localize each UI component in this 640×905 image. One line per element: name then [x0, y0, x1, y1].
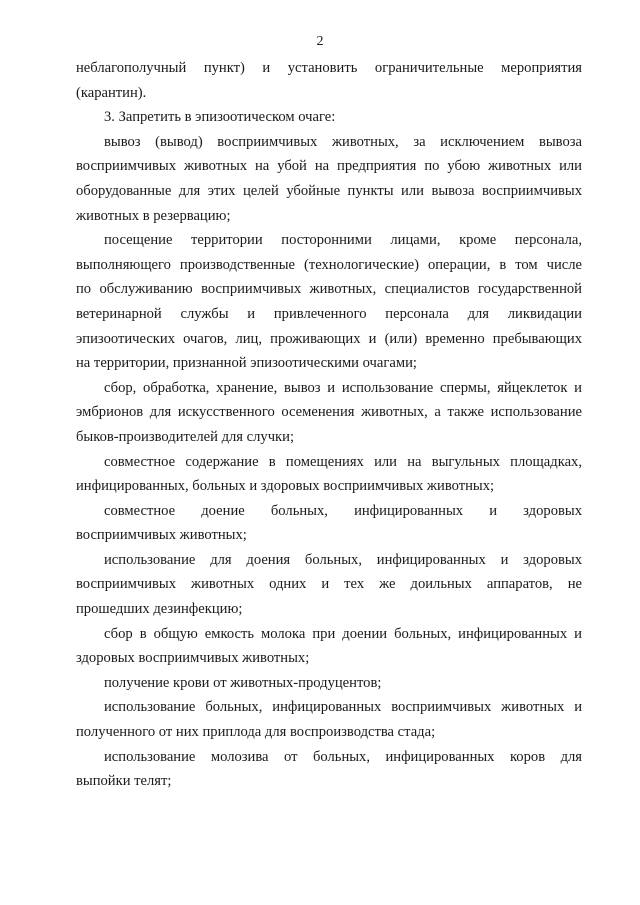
text-line: использование больных, инфицированных восприимчивых животных и [104, 699, 582, 716]
text-line: инфицированных, больных и здоровых восприимчивых животных; [76, 478, 495, 495]
text-line: эмбрионов для искусственного осеменения животных, а также использование [76, 404, 582, 421]
text-line: восприимчивых животных на убой на предприятия по убою животных или [76, 158, 582, 175]
text-line: 3. Запретить в эпизоотическом очаге: [104, 109, 336, 126]
text-line: восприимчивых животных одних и тех же доильных аппаратов, не [76, 576, 582, 593]
text-line: совместное доение больных, инфицированных и здоровых [104, 502, 582, 519]
page-number: 2 [316, 34, 324, 49]
text-line: здоровых восприимчивых животных; [76, 650, 310, 667]
document-body [76, 56, 582, 794]
text-line: восприимчивых животных; [76, 527, 247, 544]
text-line: на территории, признанной эпизоотическими очагами; [76, 355, 417, 372]
text-line: выпойки телят; [76, 773, 172, 790]
text-line: использование молозива от больных, инфицированных коров для [104, 748, 582, 765]
text-line: эпизоотических очагов, лиц, проживающих и (или) временно пребывающих [76, 330, 582, 347]
text-line: выполняющего производственные (технологические) операции, в том числе [76, 256, 582, 273]
text-line: (карантин). [76, 84, 147, 101]
text-line: посещение территории посторонними лицами, кроме персонала, [104, 232, 582, 249]
text-line: сбор в общую емкость молока при доении больных, инфицированных и [104, 625, 582, 642]
text-line: совместное содержание в помещениях или на выгульных площадках, [104, 453, 582, 470]
text-line: получение крови от животных-продуцентов; [104, 674, 382, 691]
text-line: использование для доения больных, инфицированных и здоровых [104, 551, 582, 568]
text-line: полученного от них приплода для воспроизводства стада; [76, 724, 436, 741]
text-line: прошедших дезинфекцию; [76, 601, 243, 618]
text-line: оборудованные для этих целей убойные пункты или вывоза восприимчивых [76, 182, 582, 199]
text-line: вывоз (вывод) восприимчивых животных, за исключением вывоза [104, 133, 582, 150]
text-line: по обслуживанию восприимчивых животных, специалистов государственной [76, 281, 582, 298]
text-line: ветеринарной службы и привлеченного персонала для ликвидации [76, 305, 582, 322]
text-line: сбор, обработка, хранение, вывоз и использование спермы, яйцеклеток и [104, 379, 582, 396]
text-line: неблагополучный пункт) и установить ограничительные мероприятия [76, 60, 582, 76]
text-line: животных в резервацию; [76, 207, 231, 224]
text-line: быков-производителей для случки; [76, 428, 295, 445]
